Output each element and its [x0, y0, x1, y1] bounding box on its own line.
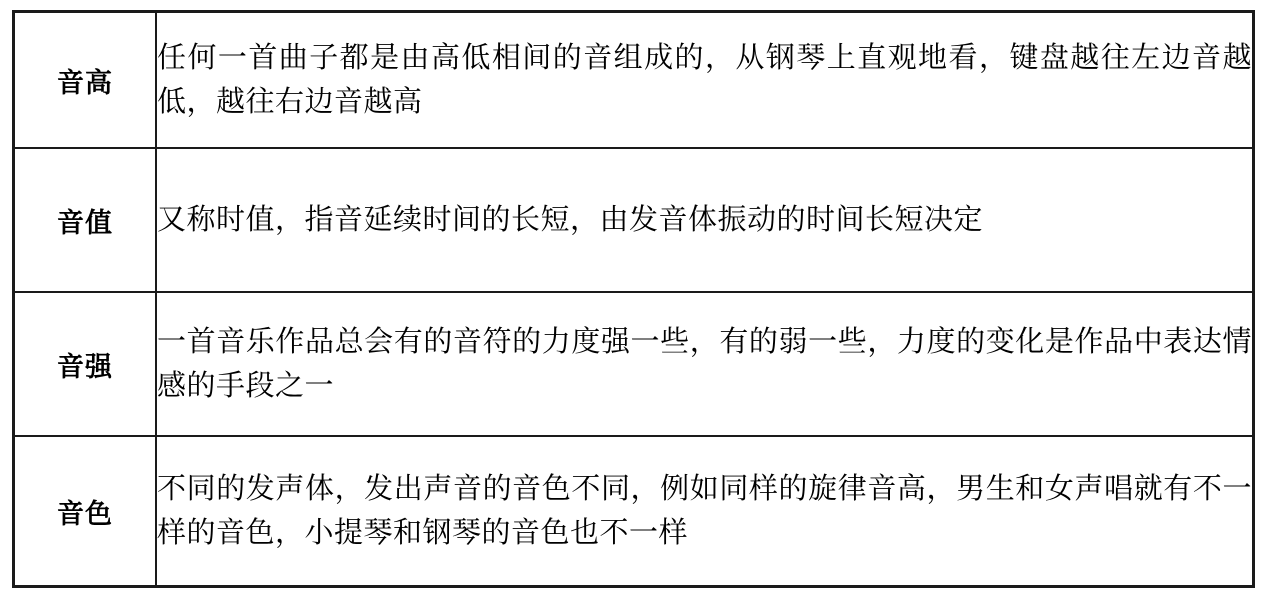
table-row	[14, 148, 1254, 292]
term-cell: 音值	[14, 148, 157, 292]
description-text: 又称时值，指音延续时间的长短，由发音体振动的时间长短决定	[157, 203, 984, 236]
description-cell	[156, 292, 1254, 436]
description-cell	[156, 436, 1254, 587]
term-cell: 音高	[14, 12, 157, 149]
description-cell	[156, 148, 1254, 292]
description-text: 任何一首曲子都是由高低相间的音组成的，从钢琴上直观地看，键盘越往左边音越低，越往右边音越高	[157, 41, 1252, 118]
table-row	[14, 12, 1254, 149]
description-cell	[156, 12, 1254, 149]
table-row	[14, 292, 1254, 436]
term-cell: 音色	[14, 436, 157, 587]
term-cell: 音强	[14, 292, 157, 436]
document-page	[0, 10, 1271, 607]
table-body	[14, 12, 1254, 587]
concept-table	[12, 10, 1255, 588]
table-row	[14, 436, 1254, 587]
description-text: 一首音乐作品总会有的音符的力度强一些，有的弱一些，力度的变化是作品中表达情感的手段之一	[157, 325, 1252, 402]
description-text: 不同的发声体，发出声音的音色不同，例如同样的旋律音高，男生和女声唱就有不一样的音色，小提琴和钢琴的音色也不一样	[157, 472, 1252, 549]
